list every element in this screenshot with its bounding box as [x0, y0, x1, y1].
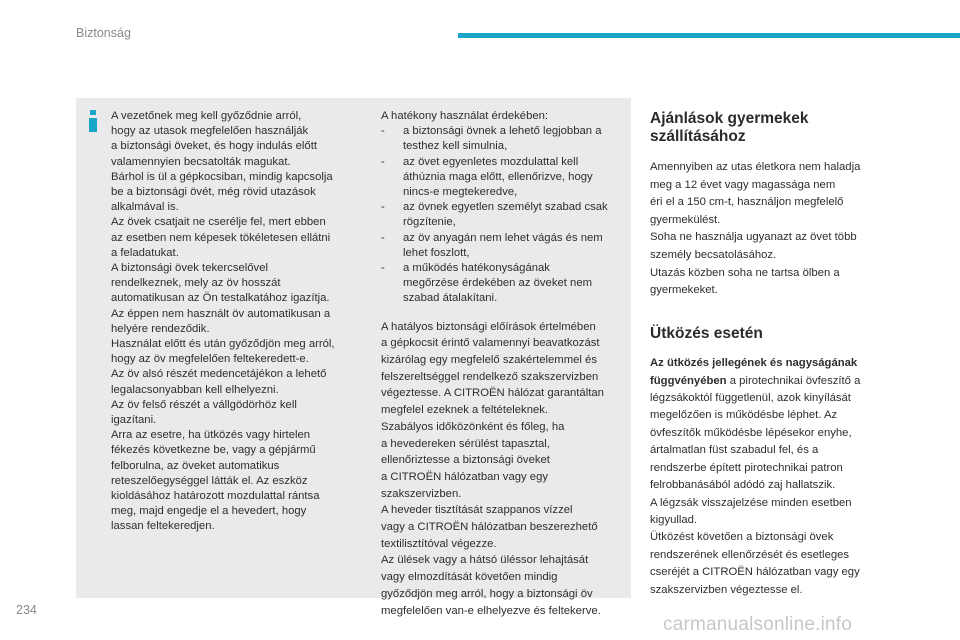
- collision-body: a pirotechnikai övfeszítő a légzsákoktól függetlenül, azok kinyílását megelőzően is működésbe léphet. Az övfeszítők működésbe lépésekor enyhe, ártalmatlan füst szabadul fel, és a rendszerbe épített pirotechnikai patron felrobbanásából adódó zaj hallatszik. A légzsák visszajelzése minden esetben kigyullad. Ütközést követően a biztonsági övek rendszerének ellenőrzését és esetleges cseréjét a CITROËN hálózatban vagy egy szakszervizben végeztesse el.: [650, 374, 861, 596]
- info-column-1: [111, 109, 366, 535]
- service-regulations-text: A hatályos biztonsági előírások értelmében a gépkocsit érintő valamennyi beavatkozást kizárólag egy megfelelő szakértelemmel és felszereltséggel rendelkező szakszervizben végeztesse. A CITROËN hálózat garantáltan megfelel ezeknek a feltételeknek. Szabályos időközönként és főleg, ha a hevedereken sérülést tapasztal, ellenőriztesse a biztonsági öveket a CITROËN hálózatban vagy egy szakszervizben. A heveder tisztítását szappanos vízzel vagy a CITROËN hálózatban beszerezhető textilisztítóval végezze. Az ülések vagy a hátsó üléssor lehajtását vagy elmozdítását követően mindig győződjön meg arról, hogy a biztonsági öv megfelelően van-e elhelyezve és feltekerve.: [381, 320, 604, 617]
- collision-lead: Az ütközés jellegének és nagyságának függvényében: [650, 357, 858, 387]
- info-column-2: [381, 109, 631, 619]
- collision-text: [650, 355, 900, 599]
- seatbelt-usage-text: A vezetőnek meg kell győződnie arról, hogy az utasok megfelelően használják a biztonsági öveket, és hogy indulás előtt valamennyien becsatolták magukat. Bárhol is ül a gépkocsiban, mindig kapcsolja be a biztonsági övét, még rövid utazások alkalmával is. Az övek csatjait ne cserélje fel, mert ebben az esetben nem képesek tökéletesen ellátni a feladatukat. A biztonsági övek tekercselővel rendelkeznek, mely az öv hosszát automatikusan az Ön testalkatához igazítja. Az éppen nem használt öv automatikusan a helyére rendeződik. Használat előtt és után győződjön meg arról, hogy az öv megfelelően feltekeredett-e. Az öv alsó részét medencetájékon a lehető legalacsonyabban kell elhelyezni. Az öv felső részét a vállgödörhöz kell igazítani. Arra az esetre, ha ütközés vagy hirtelen fékezés következne be, vagy a gépjármű felborulna, az öveket automatikus reteszelőegységgel látták el. Az eszköz kioldásához határozott mozdulattal rántsa meg, majd engedje el a hevedert, hogy lassan feltekeredjen.: [111, 110, 335, 533]
- section-title: Biztonság: [76, 26, 131, 40]
- right-column: [650, 110, 900, 599]
- effective-use-list: [381, 124, 631, 306]
- list-item: - a működés hatékonyságának megőrzése érdekében az öveket nem szabad átalakítani.: [381, 261, 631, 307]
- children-text: Amennyiben az utas életkora nem haladja meg a 12 évet vagy magassága nem éri el a 150 cm-t, használjon megfelelő gyermekülést. Soha ne használja ugyanazt az övet több személy becsatolásához. Utazás közben soha ne tartsa ölben a gyermekeket.: [650, 161, 861, 297]
- header-accent-bar: [458, 33, 960, 38]
- watermark: carmanualsonline.info: [663, 614, 853, 635]
- children-heading: Ajánlások gyermekek szállításához: [650, 110, 809, 145]
- list-item: - a biztonsági övnek a lehető legjobban a testhez kell simulnia,: [381, 124, 631, 154]
- list-item: - az övnek egyetlen személyt szabad csak rögzítenie,: [381, 200, 631, 230]
- page-number: 234: [16, 603, 37, 617]
- list-item: - az övet egyenletes mozdulattal kell áthúznia maga előtt, ellenőrizve, hogy nincs-e megtekeredve,: [381, 155, 631, 201]
- effective-use-intro: A hatékony használat érdekében:: [381, 110, 549, 122]
- list-item: - az öv anyagán nem lehet vágás és nem lehet foszlott,: [381, 231, 631, 261]
- info-icon: [86, 110, 100, 132]
- collision-heading: Ütközés esetén: [650, 324, 763, 342]
